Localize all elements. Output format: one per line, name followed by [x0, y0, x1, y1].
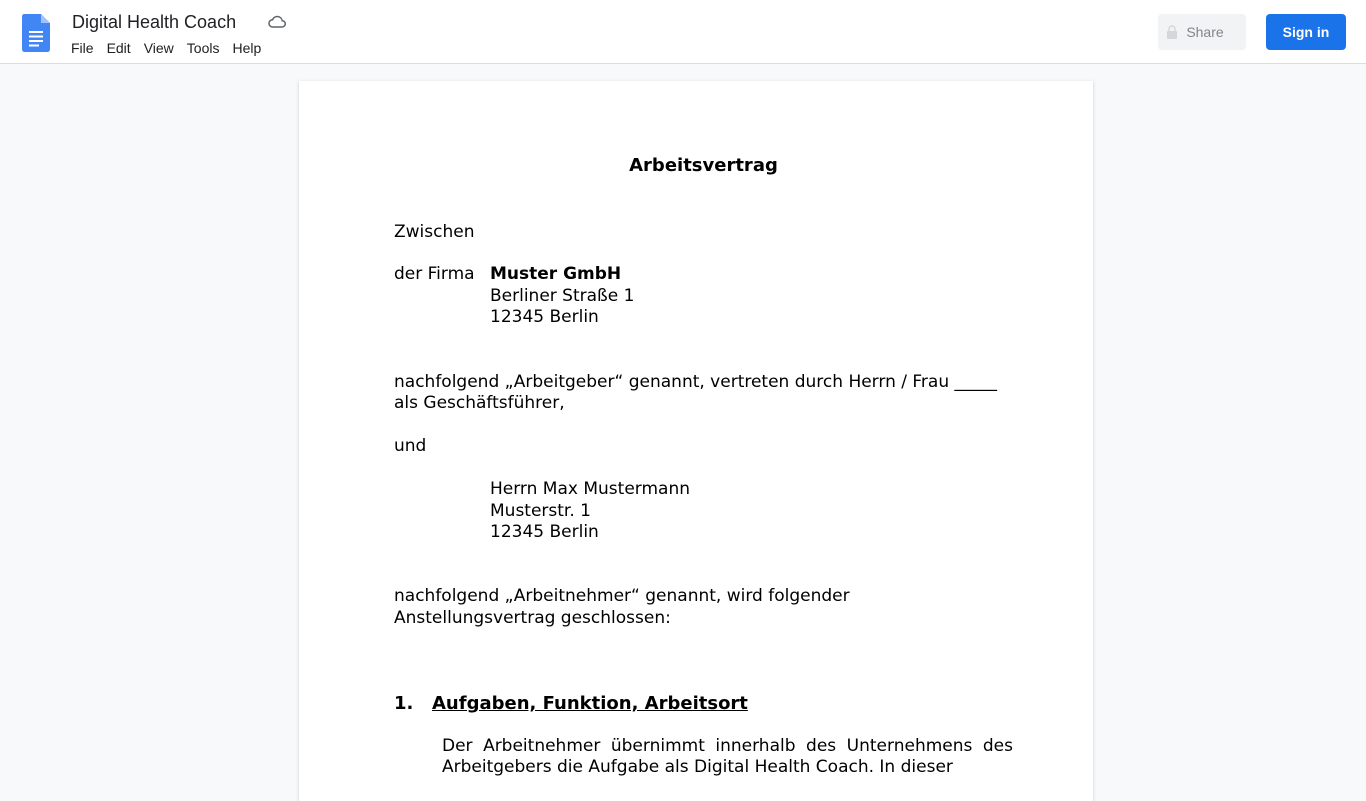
menu-tools[interactable]: Tools: [186, 40, 220, 56]
section-paragraph: Der Arbeitnehmer übernimmt innerhalb des Unternehmens des Arbeitgebers die Aufgabe als Digital Health Coach. In dieser: [442, 736, 1013, 777]
menu-file[interactable]: File: [71, 40, 94, 56]
between-text: Zwischen: [394, 222, 475, 242]
app-header: [0, 0, 1366, 64]
employee-street: Musterstr. 1: [490, 501, 591, 521]
menu-edit[interactable]: Edit: [106, 40, 131, 56]
employee-name: Herrn Max Mustermann: [490, 479, 690, 499]
document-heading: Arbeitsvertrag: [629, 155, 778, 176]
document-page[interactable]: [299, 81, 1093, 801]
employer-prefix: der Firma: [394, 264, 475, 284]
and-text: und: [394, 436, 427, 456]
document-title[interactable]: Digital Health Coach: [72, 12, 237, 32]
menu-view[interactable]: View: [143, 40, 174, 56]
cloud-saved-icon[interactable]: [267, 12, 287, 32]
employee-clause-line-2: Anstellungsvertrag geschlossen:: [394, 608, 671, 628]
employer-clause-line-2: als Geschäftsführer,: [394, 393, 565, 413]
sign-in-button[interactable]: Sign in: [1266, 14, 1346, 50]
menu-bar: [64, 38, 267, 58]
section-title: Aufgaben, Funktion, Arbeitsort: [432, 693, 748, 714]
share-button-label: Share: [1186, 24, 1224, 40]
employer-clause-line-1: nachfolgend „Arbeitgeber“ genannt, vertreten durch Herrn / Frau _____: [394, 372, 998, 392]
share-button[interactable]: [1158, 14, 1246, 50]
section-number: 1.: [394, 693, 414, 714]
docs-logo-icon[interactable]: [22, 14, 50, 52]
menu-help[interactable]: Help: [232, 40, 262, 56]
lock-icon: [1166, 25, 1178, 39]
employer-street: Berliner Straße 1: [490, 286, 635, 306]
employee-clause-line-1: nachfolgend „Arbeitnehmer“ genannt, wird folgender: [394, 586, 850, 606]
employee-city: 12345 Berlin: [490, 522, 599, 542]
employer-city: 12345 Berlin: [490, 307, 599, 327]
employer-name: Muster GmbH: [490, 264, 622, 284]
